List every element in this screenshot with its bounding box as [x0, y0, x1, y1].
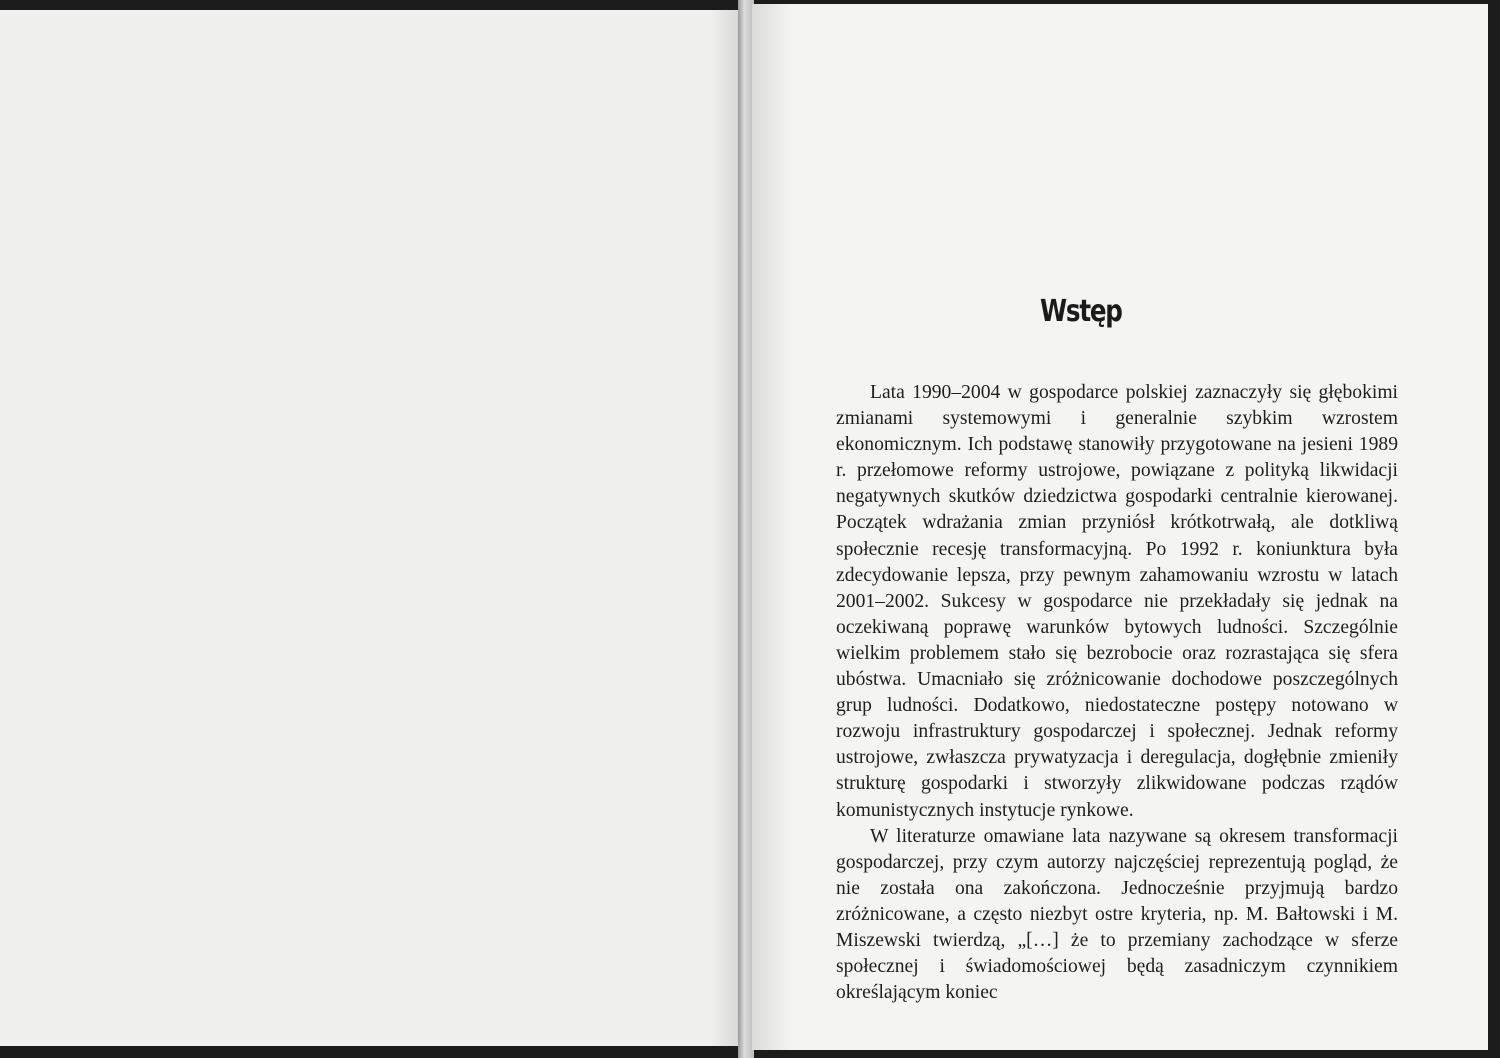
- paragraph-2: W literaturze omawiane lata nazywane są okresem transformacji gospodarczej, przy czym autorzy najczęściej reprezentują pogląd, że nie została ona zakończona. Jednocześnie przyjmują bardzo zróżnicowane, a często niezbyt ostre kryteria, np. M. Bałtowski i M. Miszewski twierdzą, „[…] że to przemiany zachodzące w sferze społecznej i świadomościowej będą zasadniczym czynnikiem określającym koniec: [836, 825, 1398, 1004]
- left-page-blank: [0, 10, 740, 1046]
- chapter-heading: Wstęp: [1040, 294, 1122, 329]
- paragraph-1: Lata 1990–2004 w gospodarce polskiej zaznaczyły się głębokimi zmianami systemowymi i generalnie szybkim wzrostem ekonomicznym. Ich podstawę stanowiły przygotowane na jesieni 1989 r. przełomowe reformy ustrojowe, powiązane z polityką likwidacji negatywnych skutków dziedzictwa gospodarki centralnie kierowanej. Początek wdrażania zmian przyniósł krótkotrwałą, ale dotkliwą społecznie recesję transformacyjną. Po 1992 r. koniunktura była zdecydowanie lepsza, przy pewnym zahamowaniu wzrostu w latach 2001–2002. Sukcesy w gospodarce nie przekładały się jednak na oczekiwaną poprawę warunków bytowych ludności. Szczególnie wielkim problemem stało się bezrobocie oraz rozrastająca się sfera ubóstwa. Umacniało się zróżnicowanie dochodowe poszczególnych grup ludności. Dodatkowo, niedostateczne postępy notowano w rozwoju infrastruktury gospodarczej i społecznej. Jednak reformy ustrojowe, zwłaszcza prywatyzacja i deregulacja, dogłębnie zmieniły strukturę gospodarki i stworzyły zlikwidowane podczas rządów komunistycznych instytucje rynkowe.: [836, 382, 1398, 821]
- body-text: [836, 380, 1398, 1006]
